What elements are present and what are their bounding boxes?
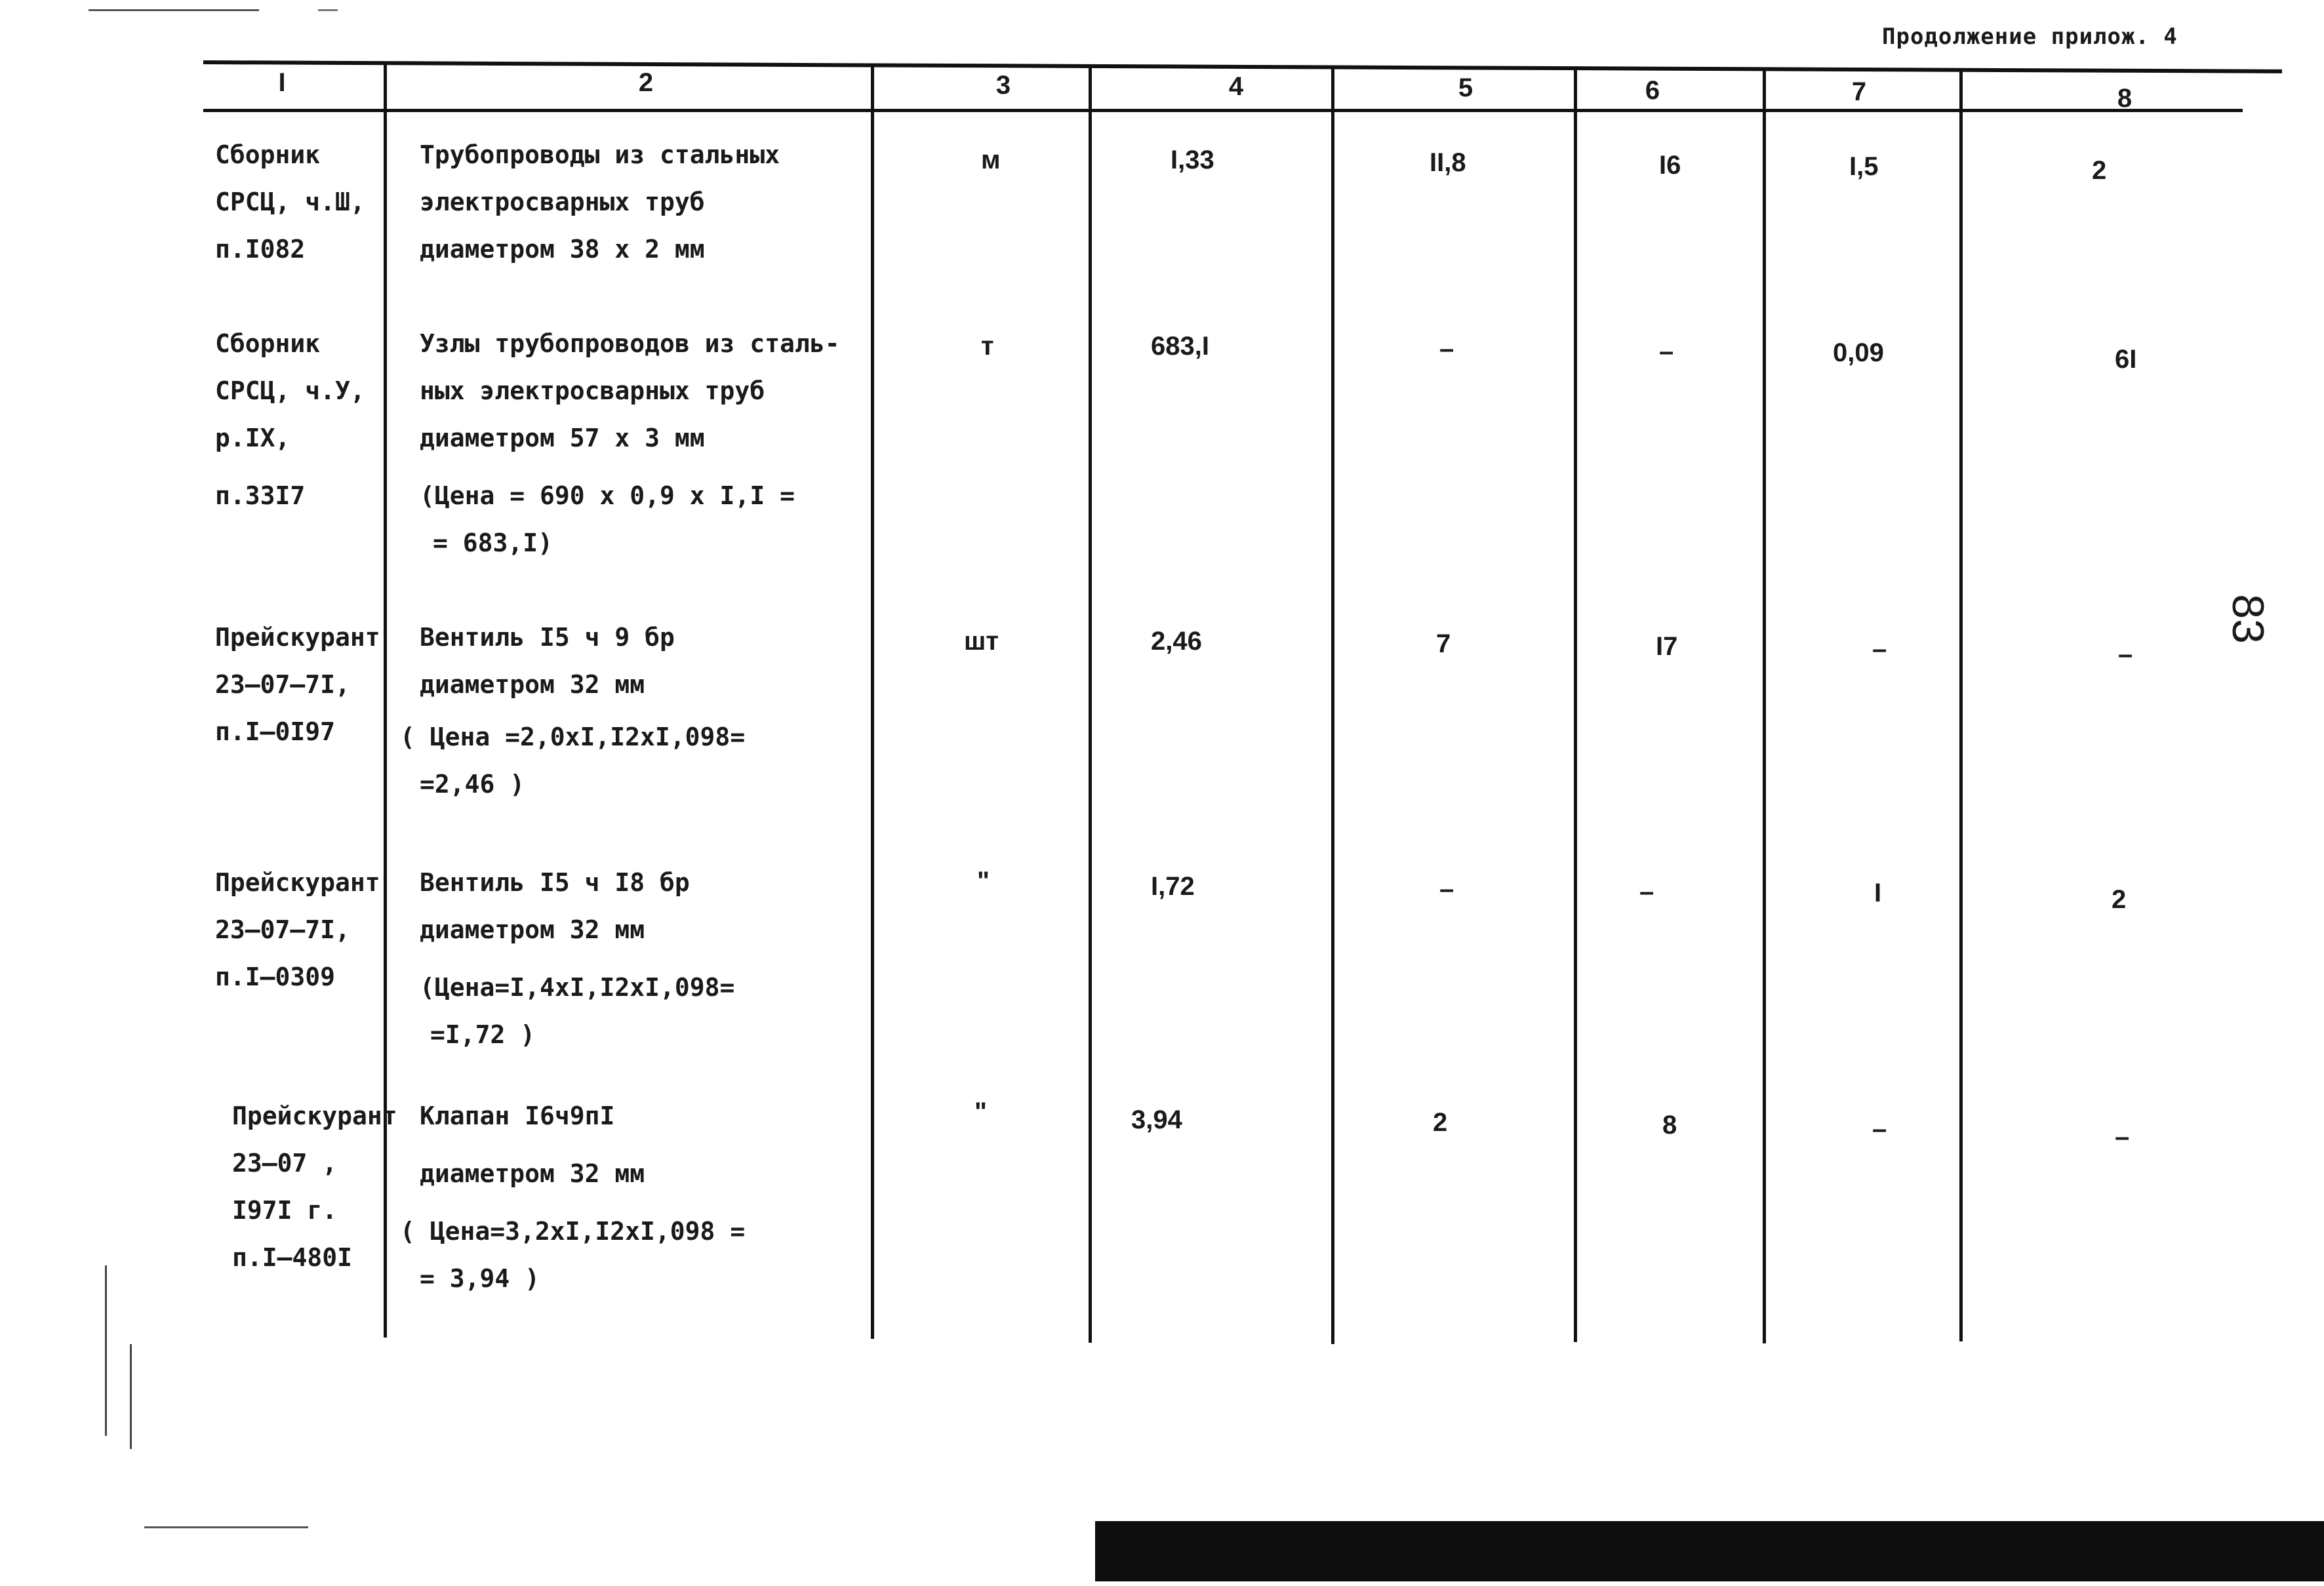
table-row-3-name: Вентиль I5 ч 9 бр диаметром 32 мм ( Цена =2,0xI,I2xI,098= =2,46 ) (400, 623, 746, 799)
table-row-2-c5: – (1439, 334, 1454, 363)
table-row-2-c8: 6I (2115, 345, 2137, 374)
table-row-4-source: Прейскурант 23–07–7I, п.I–0309 (215, 868, 380, 991)
table-row-4-c7: I (1874, 879, 1882, 907)
table-row-5-unit: " (974, 1098, 987, 1126)
page-number: 83 (2222, 594, 2273, 644)
col-header-6: 6 (1645, 76, 1660, 105)
table-row-4-c5: – (1439, 875, 1454, 903)
table-row-5-c6: 8 (1662, 1111, 1677, 1140)
table-row-4-name: Вентиль I5 ч I8 бр диаметром 32 мм (Цена=I,4xI,I2xI,098= =I,72 ) (420, 868, 735, 1049)
col-header-7: 7 (1851, 77, 1867, 106)
table-row-1-unit: м (981, 146, 1001, 174)
col-header-4: 4 (1228, 72, 1244, 101)
table-row-3-c7: – (1872, 635, 1887, 664)
table-row-3-c4: 2,46 (1151, 627, 1202, 656)
col-divider-6 (1763, 68, 1766, 1343)
scan-mark-left-edge-2 (130, 1344, 132, 1449)
col-header-1: I (278, 68, 286, 97)
table-row-3-c8: – (2118, 640, 2133, 669)
col-divider-4 (1331, 66, 1334, 1344)
table-row-2-unit: т (981, 332, 994, 361)
col-header-8: 8 (2117, 84, 2133, 113)
col-header-3: 3 (995, 71, 1011, 100)
col-header-5: 5 (1458, 73, 1473, 102)
table-row-1-c5: II,8 (1430, 148, 1466, 177)
col-divider-5 (1574, 67, 1577, 1342)
scan-dark-band (1095, 1521, 2324, 1581)
scan-mark-bottom-left (144, 1526, 308, 1528)
table-row-3-source: Прейскурант 23–07–7I, п.I–0I97 (215, 623, 380, 746)
table-row-1-c7: I,5 (1849, 152, 1879, 181)
table-row-4-c8: 2 (2112, 885, 2127, 914)
table-row-2-c4: 683,I (1151, 332, 1209, 361)
table-row-1-c4: I,33 (1171, 146, 1214, 174)
table-row-5-c4: 3,94 (1131, 1105, 1182, 1134)
table-row-5-c7: – (1872, 1115, 1887, 1143)
table-row-1-c6: I6 (1659, 151, 1681, 180)
scan-mark-left-edge (105, 1265, 107, 1436)
table-row-2-c6: – (1659, 337, 1674, 366)
col-divider-7 (1959, 69, 1963, 1341)
table-row-5-c8: – (2115, 1122, 2130, 1151)
table-top-rule (203, 60, 2282, 73)
table-row-3-c6: I7 (1656, 632, 1678, 661)
table-row-2-c7: 0,09 (1833, 338, 1884, 367)
table-row-4-unit: " (977, 867, 990, 896)
col-divider-3 (1089, 64, 1092, 1343)
table-row-1-name: Трубопроводы из стальных электросварных труб диаметром 38 x 2 мм (420, 140, 780, 264)
continuation-note: Продолжение прилож. 4 (1882, 24, 2178, 50)
header-bottom-rule (203, 109, 2243, 112)
table-row-3-unit: шт (964, 627, 999, 656)
table-row-3-c5: 7 (1436, 629, 1451, 658)
table-row-2-source: Сборник СРСЦ, ч.У, р.IX, п.33I7 (215, 329, 365, 510)
col-divider-2 (871, 64, 874, 1339)
table-row-4-c6: – (1639, 877, 1654, 906)
scan-mark-top-left (89, 9, 259, 11)
table-row-4-c4: I,72 (1151, 872, 1195, 901)
table-row-2-name: Узлы трубопроводов из сталь- ных электросварных труб диаметром 57 x 3 мм (Цена = 690 x 0,9 x I,I = = 683,I) (420, 329, 840, 557)
table-row-5-c5: 2 (1433, 1108, 1448, 1137)
table-row-5-source: Прейскурант 23–07 , I97I г. п.I–480I (232, 1101, 397, 1272)
table-row-1-c8: 2 (2092, 156, 2107, 185)
table-row-1-source: Сборник СРСЦ, ч.Ш, п.I082 (215, 140, 365, 264)
col-header-2: 2 (638, 68, 654, 97)
table-row-5-name: Клапан I6ч9пI диаметром 32 мм ( Цена=3,2xI,I2xI,098 = = 3,94 ) (400, 1101, 746, 1293)
scan-mark-top-short (318, 9, 338, 11)
